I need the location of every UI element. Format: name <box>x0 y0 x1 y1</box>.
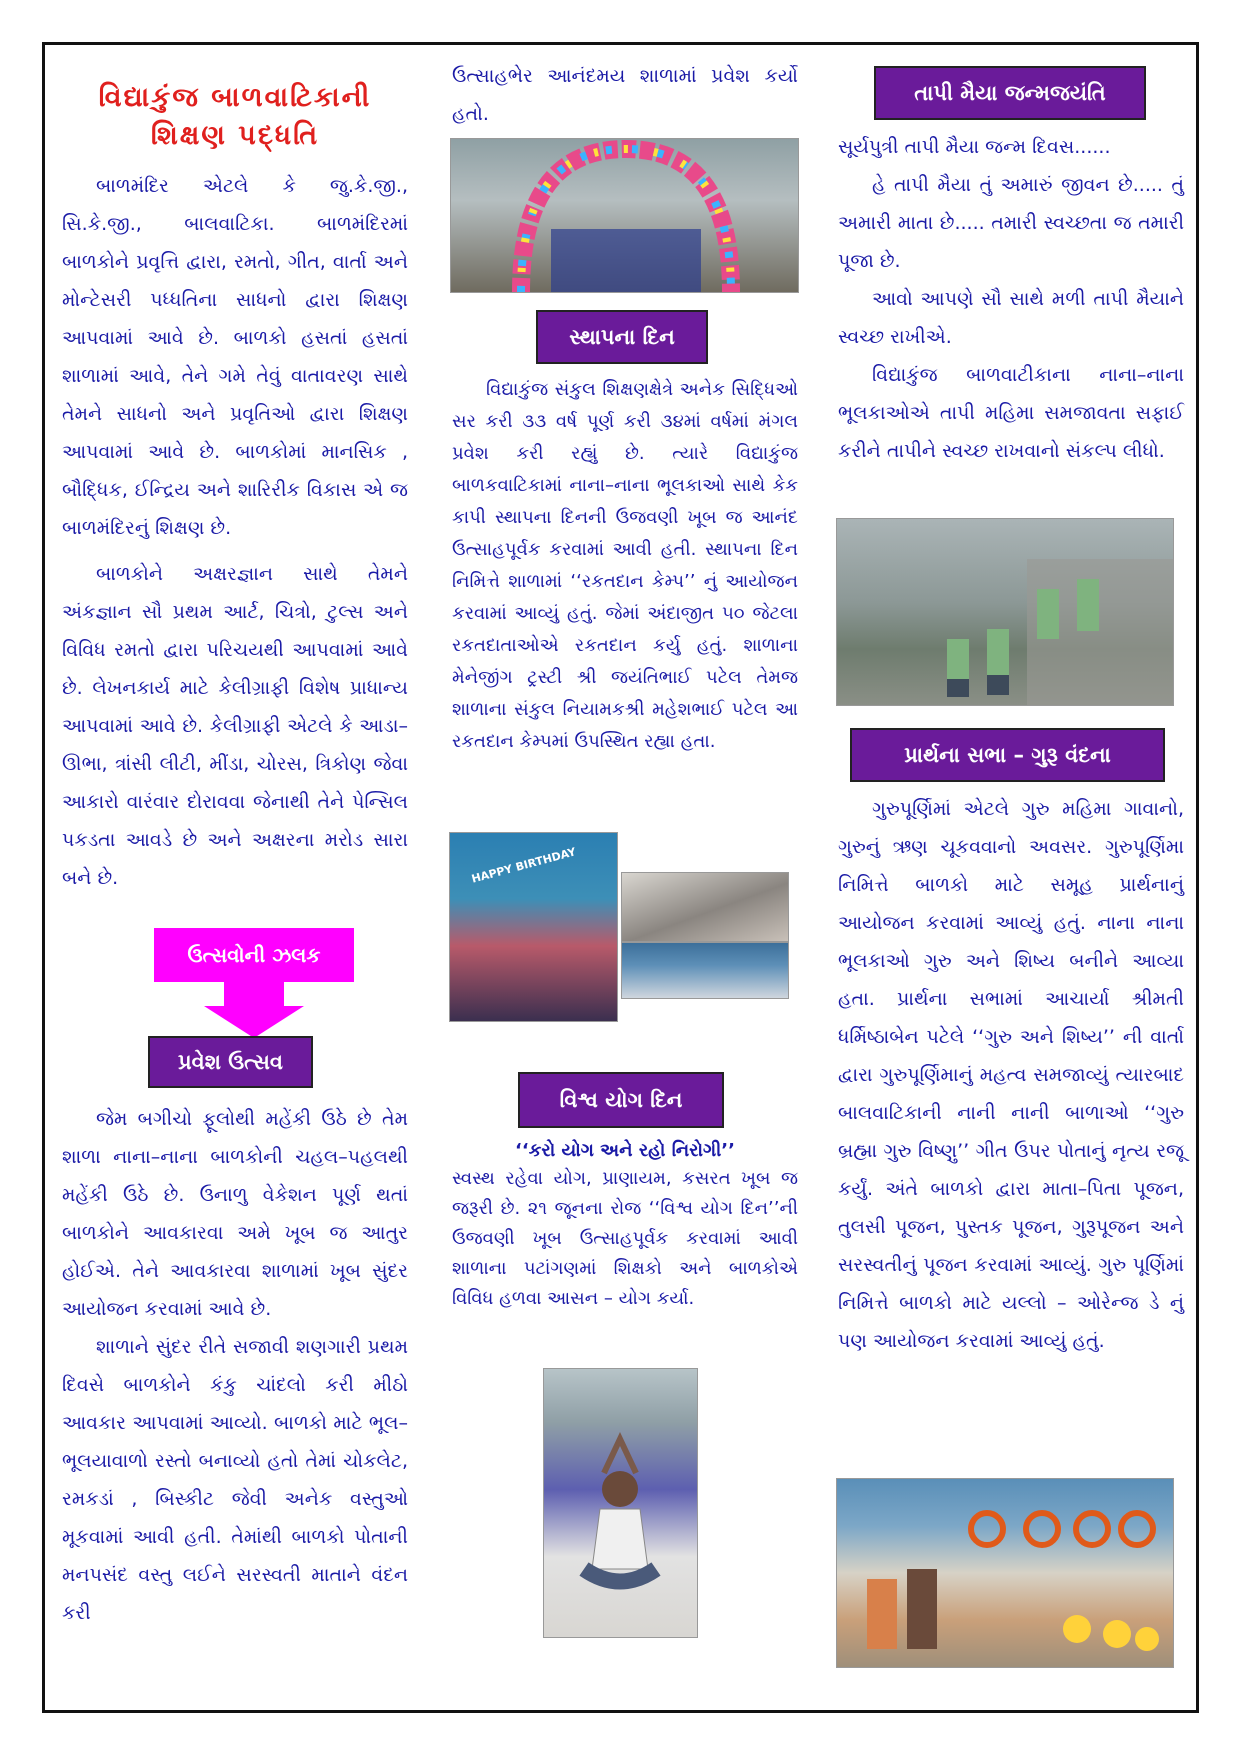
tapi-river-photo <box>836 518 1174 706</box>
section-badge-tapi-jayanti: તાપી મૈયા જન્મજયંતિ <box>874 66 1146 120</box>
paragraph: જેમ બગીચો ફૂલોથી મહેંકી ઉઠે છે તેમ શાળા નાના–નાના બાળકોની ચહલ–પહલથી મહેંકી ઉઠે છે. ઉનાળુ વેકેશન પૂર્ણ થતાં બાળકોને આવકારવા અમે ખૂબ જ આતુર હોઈએ. તેને આવકારવા શાળામાં ખૂબ સુંદર આયોજન કરવામાં આવે છે. <box>62 1108 408 1320</box>
column-3-lower <box>838 790 1184 1360</box>
section-badge-yoga-day: વિશ્વ યોગ દિન <box>518 1072 724 1128</box>
cake-banner-text: HAPPY BIRTHDAY <box>470 845 578 886</box>
paragraph: આવો આપણે સૌ સાથે મળી તાપી મૈયાને સ્વચ્છ રાખીએ. <box>838 288 1184 348</box>
paragraph: બાળમંદિર એટલે કે જુ.કે.જી., સિ.કે.જી., બાલવાટિકા. બાળમંદિરમાં બાળકોને પ્રવૃત્તિ દ્વારા, રમતો, ગીત, વાર્તા અને મોન્ટેસરી પધ્ધતિના સાધનો દ્વારા શિક્ષણ આપવામાં આવે છે. બાળકો હસતાં હસતાં શાળામાં આવે, તેને ગમે તેવું વાતાવરણ સાથે તેમને સાધનો અને પ્રવૃતિઓ દ્વારા શિક્ષણ આપવામાં આવે છે. બાળકોમાં માનસિક , બૌદ્ધિક, ઈન્દ્રિય અને શારિરીક વિકાસ એ જ બાળમંદિરનું શિક્ષણ છે. <box>62 175 408 539</box>
paragraph: સ્વસ્થ રહેવા યોગ, પ્રાણાયમ, કસરત ખૂબ જ જરૂરી છે. ૨૧ જૂનના રોજ ‘‘વિશ્વ યોગ દિન’’ની ઉજવણી ખૂબ ઉત્સાહપૂર્વક કરવામાં આવી શાળાના પટાંગણમાં શિક્ષકો અને બાળકોએ વિવિધ હળવા આસન – યોગ કર્યા. <box>452 1168 798 1309</box>
title-line-1: વિદ્યાકુંજ બાળવાટિકાની <box>98 82 372 113</box>
paragraph: બાળકોને અક્ષરજ્ઞાન સાથે તેમને અંકજ્ઞાન સૌ પ્રથમ આર્ટ, ચિત્રો, ટુલ્સ અને વિવિધ રમતો દ્વારા પરિચયથી આપવામાં આવે છે. લેખનકાર્ય માટે કેલીગ્રાફી વિશેષ પ્રાધાન્ય આપવામાં આવે છે. કેલીગ્રાફી એટલે કે આડા–ઊભા, ત્રાંસી લીટી, મીંડા, ચોરસ, ત્રિકોણ જેવા આકારો વારંવાર દોરાવવા જેનાથી તેને પેન્સિલ પકડતા આવડે છે અને અક્ષરના મરોડ સારા બને છે. <box>62 563 408 889</box>
children-at-river-icon <box>837 519 1173 705</box>
section-badge-pravesh-utsav: પ્રવેશ ઉત્સવ <box>148 1036 313 1088</box>
column-2-lower <box>452 1138 798 1314</box>
festivals-arrow <box>154 928 354 1038</box>
paragraph: વિદ્યાકુંજ બાળવાટીકાના નાના–નાના ભૂલકાઓએ તાપી મહિમા સમજાવતા સફાઈ કરીને તાપીને સ્વચ્છ રાખવાનો સંકલ્પ લીધો. <box>838 364 1184 462</box>
entrance-festival-photo <box>450 138 799 293</box>
yoga-photo <box>543 1368 698 1638</box>
blood-donation-photo-1 <box>621 872 789 942</box>
blood-donation-photo-2 <box>621 942 789 999</box>
yoga-slogan: ‘‘કરો યોગ અને રહો નિરોગી’’ <box>515 1140 735 1161</box>
birthday-cake-photo <box>449 832 618 1022</box>
paragraph: શાળાને સુંદર રીતે સજાવી શણગારી પ્રથમ દિવસે બાળકોને કંકુ ચાંદલો કરી મીઠો આવકાર આપવામાં આવ્યો. બાળકો માટે ભૂલ–ભૂલયાવાળો રસ્તો બનાવ્યો હતો તેમાં ચોકલેટ, રમકડાં , બિસ્કીટ જેવી અનેક વસ્તુઓ મૂકવામાં આવી હતી. તેમાંથી બાળકો પોતાની મનપસંદ વસ્તુ લઈને સરસ્વતી માતાને વંદન કરી <box>62 1336 408 1624</box>
paragraph: હે તાપી મૈયા તું અમારું જીવન છે..... તું અમારી માતા છે..... તમારી સ્વચ્છતા જ તમારી પૂજા છે. <box>838 174 1184 272</box>
paragraph: વિદ્યાકુંજ સંકુલ શિક્ષણક્ષેત્રે અનેક સિદ્ધિઓ સર કરી ૩૩ વર્ષ પૂર્ણ કરી ૩૪માં વર્ષમાં મંગલ પ્રવેશ કરી રહ્યું છે. ત્યારે વિદ્યાકુંજ બાળકવાટિકામાં નાના–નાના ભૂલકાઓ સાથે કેક કાપી સ્થાપના દિનની ઉજવણી ખૂબ જ આનંદ ઉત્સાહપૂર્વક કરવામાં આવી હતી. સ્થાપના દિન નિમિત્તે શાળામાં ‘‘રકતદાન કેમ્પ’’ નું આયોજન કરવામાં આવ્યું હતું. જેમાં અંદાજીત ૫૦ જેટલા રકતદાતાઓએ રકતદાન કર્યુ હતું. શાળાના મેનેજીંગ ટ્રસ્ટી શ્રી જયંતિભાઈ પટેલ તેમજ શાળાના સંકુલ નિયામકશ્રી મહેશભાઈ પટેલ આ રકતદાન કેમ્પમાં ઉપસ્થિત રહ્યા હતા. <box>452 379 798 752</box>
column-3-top <box>838 128 1184 470</box>
paragraph: સૂર્યપુત્રી તાપી મૈયા જન્મ દિવસ...... <box>838 136 1111 158</box>
child-meditating-icon <box>544 1369 697 1637</box>
column-1 <box>62 55 408 897</box>
article-title <box>62 79 408 155</box>
arrow-label: ઉત્સવોની ઝલક <box>154 928 354 982</box>
section-badge-sthapana-din: સ્થાપના દિન <box>536 310 708 364</box>
title-line-2: શિક્ષણ પદ્ધતિ <box>150 120 320 151</box>
prayer-assembly-icon <box>837 1479 1173 1667</box>
paragraph: ઉત્સાહભેર આનંદમય શાળામાં પ્રવેશ કર્યો હતો. <box>452 65 798 125</box>
guru-vandana-photo <box>836 1478 1174 1668</box>
column-1-lower <box>62 1100 408 1632</box>
paragraph: ગુરુપૂર્ણિમાં એટલે ગુરુ મહિમા ગાવાનો, ગુરુનું ઋણ ચૂકવવાનો અવસર. ગુરુપૂર્ણિમા નિમિત્તે બાળકો માટે સમૂહ પ્રાર્થનાનું આયોજન કરવામાં આવ્યું હતું. નાના નાના ભૂલકાઓ ગુરુ અને શિષ્ય બનીને આવ્યા હતા. પ્રાર્થના સભામાં આચાર્યા શ્રીમતી ધર્મિષ્ઠાબેન પટેલે ‘‘ગુરુ અને શિષ્ય’’ ની વાર્તા દ્વારા ગુરુપૂર્ણિમાનું મહત્વ સમજાવ્યું ત્યારબાદ બાલવાટિકાની નાની નાની બાળાઓ ‘‘ગુરુ બ્રહ્મા ગુરુ વિષ્ણુ’’ ગીત ઉપર પોતાનું નૃત્ય રજૂ કર્યું. અંતે બાળકો દ્વારા માતા–પિતા પૂજન, તુલસી પૂજન, પુસ્તક પૂજન, ગુરૂપૂજન અને સરસ્વતીનું પૂજન કરવામાં આવ્યું. ગુરુ પૂર્ણિમાં નિમિત્તે બાળકો માટે યલ્લો – ઓરેન્જ ડે નું પણ આયોજન કરવામાં આવ્યું હતું. <box>838 798 1184 1352</box>
balloon-arch-icon <box>451 139 798 292</box>
column-2-top <box>452 57 798 133</box>
column-2-mid <box>452 374 798 758</box>
section-badge-prarthana-sabha: પ્રાર્થના સભા – ગુરૂ વંદના <box>850 728 1165 782</box>
